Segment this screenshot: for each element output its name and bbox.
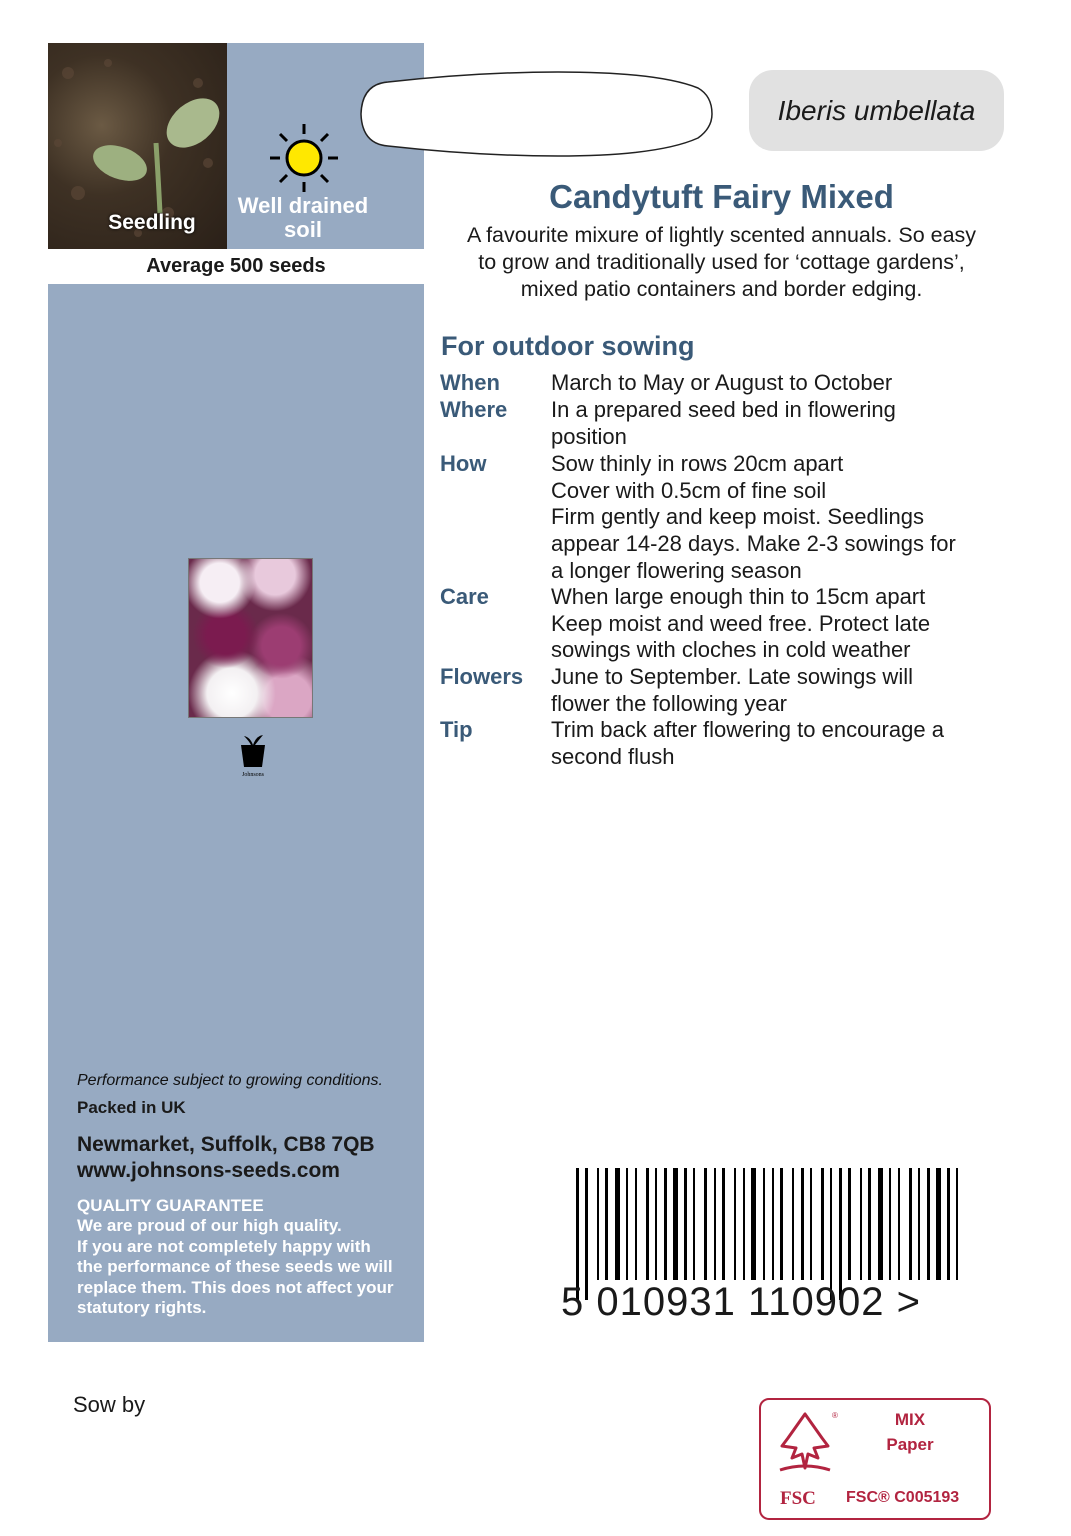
sowing-line: Cover with 0.5cm of fine soil: [551, 477, 827, 503]
address-line: Newmarket, Suffolk, CB8 7QB: [77, 1133, 375, 1156]
description-line: A favourite mixure of lightly scented annuals. So easy: [466, 223, 977, 247]
barcode-bar: [664, 1168, 667, 1280]
seed-count: Average 500 seeds: [146, 255, 326, 277]
soil-label-line: Well drained: [237, 193, 369, 218]
product-description: [430, 222, 1013, 303]
barcode-bar: [889, 1168, 891, 1280]
barcode-bar: [673, 1168, 678, 1280]
fsc-paper: Paper: [886, 1435, 934, 1454]
barcode-bar: [909, 1168, 912, 1280]
product-title: Candytuft Fairy Mixed: [549, 178, 894, 215]
sowing-row-value: [551, 584, 1021, 664]
website-link[interactable]: www.johnsons-seeds.com: [77, 1159, 340, 1182]
barcode-bar: [801, 1168, 804, 1280]
fsc-tree-icon: [772, 1408, 838, 1478]
guarantee-title: QUALITY GUARANTEE: [77, 1196, 264, 1215]
latin-name: Iberis umbellata: [777, 95, 976, 126]
sowing-line: Sow thinly in rows 20cm apart: [551, 451, 844, 476]
sun-icon: [268, 122, 340, 194]
sowing-line: In a prepared seed bed in flowering: [551, 397, 896, 422]
barcode-bar: [693, 1168, 695, 1280]
svg-text:®: ®: [832, 1411, 838, 1420]
barcode-bar: [626, 1168, 628, 1280]
guarantee-line: replace them. This does not affect your: [77, 1277, 394, 1297]
barcode-bar: [860, 1168, 862, 1280]
barcode-bar: [947, 1168, 950, 1280]
sow-by-label: Sow by: [73, 1392, 146, 1417]
barcode-bar: [597, 1168, 599, 1280]
sowing-row-label: Where: [440, 397, 508, 422]
sowing-row-value: [551, 717, 1021, 770]
fsc-code: FSC® C005193: [846, 1489, 960, 1506]
barcode-bar: [763, 1168, 765, 1280]
soil-label: [228, 194, 378, 242]
sowing-line: position: [551, 423, 627, 449]
description-line: to grow and traditionally used for ‘cottage gardens’,: [478, 250, 965, 274]
barcode-bar: [918, 1168, 920, 1280]
barcode-bar: [792, 1168, 794, 1280]
fsc-mix: MIX: [894, 1410, 926, 1429]
fsc-logo-text: FSC: [780, 1488, 816, 1509]
johnsons-logo-text: Johnsons: [241, 772, 265, 778]
barcode-bar: [722, 1168, 725, 1280]
barcode-bar: [878, 1168, 883, 1280]
address: [77, 1132, 375, 1184]
barcode-bar: [956, 1168, 958, 1280]
sowing-row-label: Care: [440, 584, 489, 609]
barcode-bar: [615, 1168, 620, 1280]
sowing-row-label: Flowers: [440, 664, 524, 689]
guarantee-line: We are proud of our high quality.: [77, 1216, 342, 1235]
barcode-bar: [898, 1168, 900, 1280]
seedling-label: Seedling: [108, 211, 196, 234]
barcode-bar: [714, 1168, 716, 1280]
sowing-line: March to May or August to October: [551, 370, 893, 395]
barcode-bar: [684, 1168, 687, 1280]
sowing-line: a longer flowering season: [551, 557, 802, 583]
barcode-bar: [927, 1168, 930, 1280]
sowing-row-value: [551, 664, 1021, 717]
barcode-bar: [810, 1168, 812, 1280]
barcode-bar: [868, 1168, 871, 1280]
sowing-line: When large enough thin to 15cm apart: [551, 584, 926, 609]
barcode-bar: [936, 1168, 941, 1280]
sowing-line: flower the following year: [551, 690, 788, 716]
fsc-mix-label: [846, 1407, 974, 1457]
sowing-row-value: [551, 451, 1021, 585]
sowing-row-value: [551, 397, 1021, 450]
barcode-bar: [655, 1168, 657, 1280]
barcode-bar: [821, 1168, 824, 1280]
barcode-bar: [734, 1168, 736, 1280]
performance-note: Performance subject to growing conditions.: [77, 1072, 383, 1089]
barcode-bar: [751, 1168, 756, 1280]
sowing-line: second flush: [551, 743, 675, 769]
guarantee-line: the performance of these seeds we will: [77, 1257, 393, 1276]
sowing-row-label: How: [440, 451, 487, 476]
sowing-line: June to September. Late sowings will: [551, 664, 913, 689]
barcode-bar: [605, 1168, 608, 1280]
packed-in: Packed in UK: [77, 1098, 186, 1117]
barcode-bar: [635, 1168, 637, 1280]
sowing-heading: For outdoor sowing: [441, 331, 695, 361]
candytuft-flower-photo: [188, 558, 313, 718]
guarantee-line: statutory rights.: [77, 1298, 207, 1317]
sowing-line: Trim back after flowering to encourage a: [551, 717, 944, 742]
hanging-tab-outline: [358, 68, 713, 160]
johnsons-logo: [236, 733, 270, 779]
soil-label-line: soil: [284, 217, 322, 242]
sowing-line: Firm gently and keep moist. Seedlings: [551, 504, 924, 530]
barcode-bar: [772, 1168, 774, 1280]
sowing-row-label: Tip: [440, 717, 473, 742]
guarantee-line: If you are not completely happy with: [77, 1236, 371, 1256]
barcode-digits: 5 010931 110902 >: [561, 1280, 921, 1324]
sowing-row-label: When: [440, 370, 500, 395]
barcode-bar: [848, 1168, 851, 1280]
sowing-line: Keep moist and weed free. Protect late: [551, 610, 931, 636]
barcode-bar: [646, 1168, 649, 1280]
sowing-line: appear 14-28 days. Make 2-3 sowings for: [551, 531, 956, 557]
sowing-line: sowings with cloches in cold weather: [551, 637, 911, 663]
barcode-bar: [704, 1168, 707, 1280]
description-line: mixed patio containers and border edging.: [520, 277, 923, 301]
barcode-bar: [780, 1168, 783, 1280]
barcode-bar: [743, 1168, 745, 1280]
guarantee-text: [77, 1216, 422, 1319]
sowing-row-value: [551, 370, 1021, 397]
